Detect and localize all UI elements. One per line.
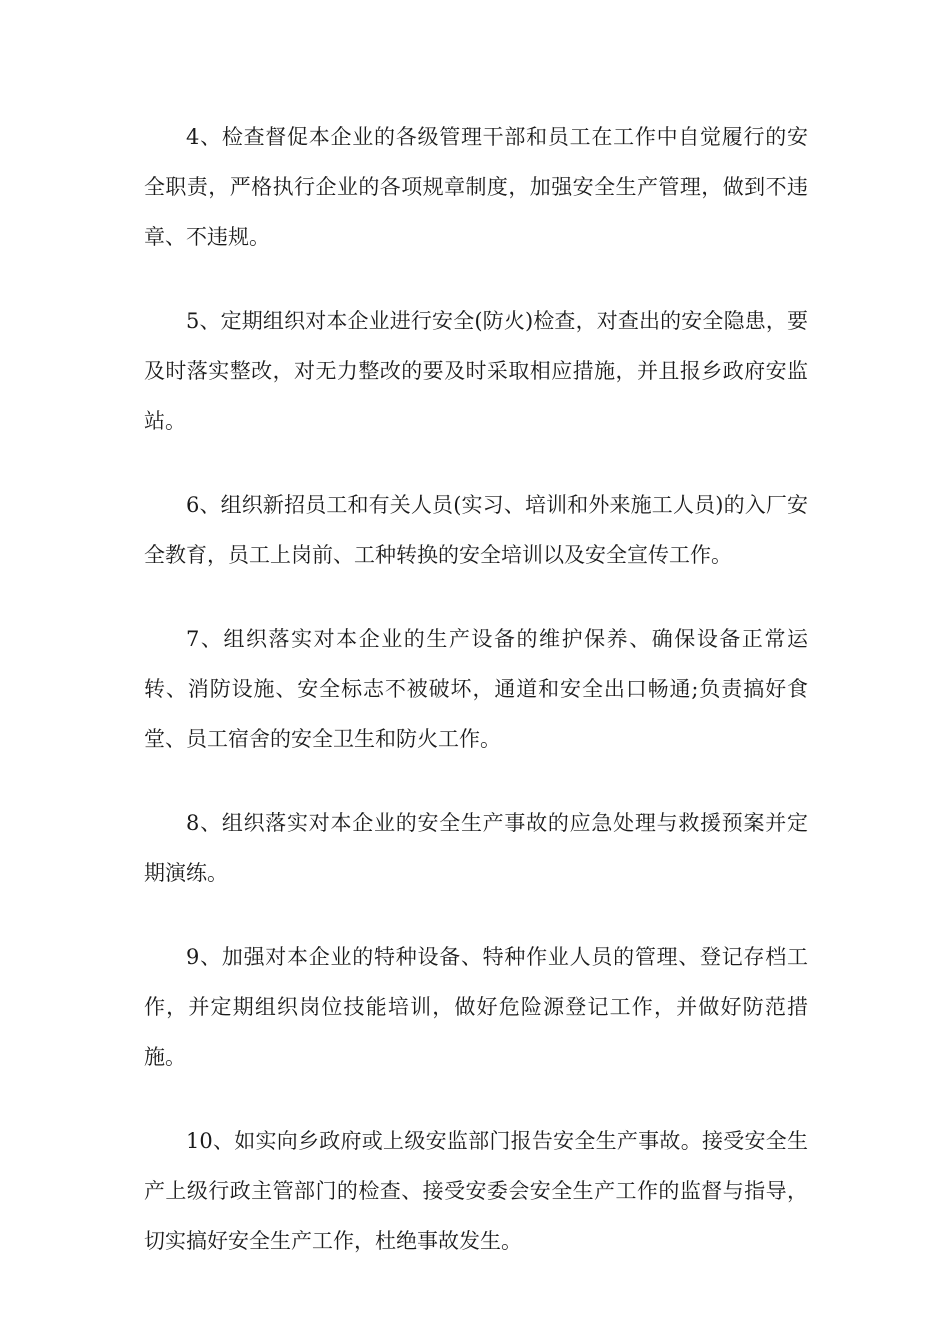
paragraph-item-9: 9、加强对本企业的特种设备、特种作业人员的管理、登记存档工作，并定期组织岗位技能培训，做好危险源登记工作，并做好防范措施。 <box>144 945 808 1069</box>
paragraph-item-4: 4、检查督促本企业的各级管理干部和员工在工作中自觉履行的安全职责，严格执行企业的各项规章制度，加强安全生产管理，做到不违章、不违规。 <box>144 125 808 249</box>
document-body <box>144 112 808 1300</box>
paragraph-item-10: 10、如实向乡政府或上级安监部门报告安全生产事故。接受安全生产上级行政主管部门的检查、接受安委会安全生产工作的监督与指导，切实搞好安全生产工作，杜绝事故发生。 <box>144 1129 808 1253</box>
paragraph-item-8: 8、组织落实对本企业的安全生产事故的应急处理与救援预案并定期演练。 <box>144 811 808 885</box>
paragraph-item-5: 5、定期组织对本企业进行安全(防火)检查，对查出的安全隐患，要及时落实整改，对无力整改的要及时采取相应措施，并且报乡政府安监站。 <box>144 309 808 433</box>
paragraph-item-6: 6、组织新招员工和有关人员(实习、培训和外来施工人员)的入厂安全教育，员工上岗前、工种转换的安全培训以及安全宣传工作。 <box>144 493 808 567</box>
paragraph-item-7: 7、组织落实对本企业的生产设备的维护保养、确保设备正常运转、消防设施、安全标志不被破坏，通道和安全出口畅通;负责搞好食堂、员工宿舍的安全卫生和防火工作。 <box>144 627 808 751</box>
